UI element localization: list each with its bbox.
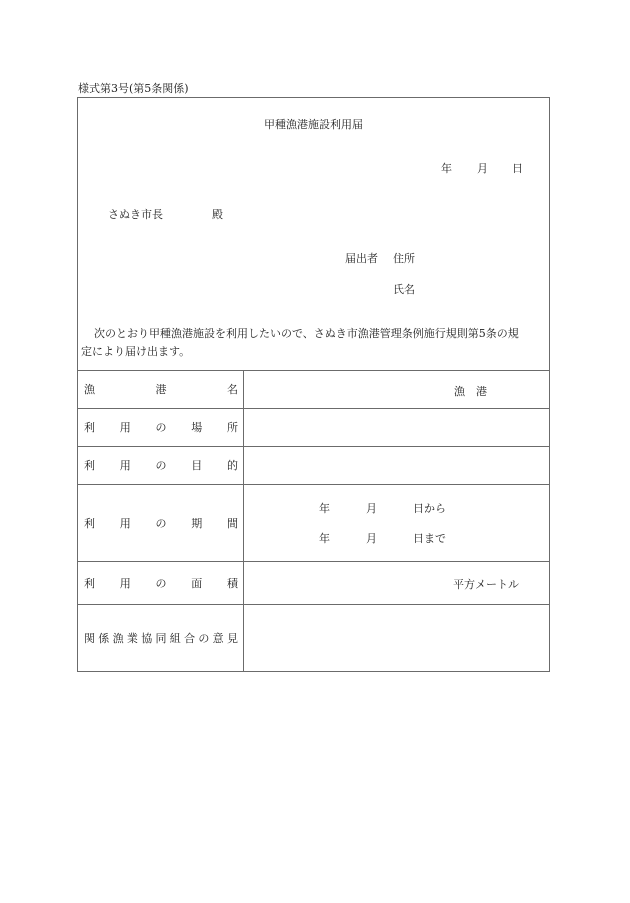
period-to-day: 日まで [413, 532, 446, 545]
label-char: 係 [98, 632, 110, 645]
honorific: 殿 [212, 208, 223, 221]
label-char: の [155, 576, 167, 590]
label-char: 用 [119, 459, 131, 472]
period-to-year: 年 [319, 532, 330, 545]
label-char: 組 [169, 632, 181, 645]
usage-purpose-field[interactable] [246, 448, 548, 482]
area-unit-label: 平方メートル [453, 578, 519, 591]
label-char: 漁 [112, 632, 124, 645]
addressee: さぬき市長 [108, 208, 163, 221]
label-char: 合 [184, 632, 196, 645]
label-char: 同 [155, 632, 167, 645]
date-day-label: 日 [512, 162, 523, 175]
usage-location-field[interactable] [246, 410, 548, 444]
label-char: 名 [227, 383, 238, 396]
label-char: 意 [212, 632, 224, 645]
row-label-usage-location [84, 408, 238, 446]
label-char: 協 [141, 632, 153, 645]
label-char: 利 [84, 459, 95, 472]
body-text-line2: 定により届け出ます。 [81, 345, 191, 358]
label-char: 的 [227, 459, 238, 472]
label-char: 利 [84, 576, 95, 590]
label-char: の [155, 516, 167, 530]
label-char: 期 [191, 516, 203, 530]
form-number-label: 様式第3号(第5条関係) [78, 82, 189, 95]
cooperative-opinion-field[interactable] [246, 606, 548, 670]
label-char: 用 [119, 576, 131, 590]
label-char: 利 [84, 516, 95, 530]
row-label-cooperative-opinion [84, 604, 238, 672]
period-to-month: 月 [366, 532, 377, 545]
row-label-usage-purpose [84, 446, 238, 484]
label-char: 業 [126, 632, 138, 645]
column-divider [243, 370, 244, 672]
label-char: 積 [227, 576, 238, 590]
address-label: 住所 [393, 252, 415, 265]
label-char: 用 [119, 421, 131, 434]
label-char: 利 [84, 421, 95, 434]
label-char: 間 [227, 516, 238, 530]
label-char: 用 [119, 516, 131, 530]
date-month-label: 月 [477, 162, 488, 175]
row-label-port-name [84, 370, 238, 408]
label-char: の [155, 421, 167, 434]
port-name-value[interactable]: 漁 港 [454, 385, 487, 398]
row-label-usage-area [84, 561, 238, 604]
label-char: 所 [227, 421, 238, 434]
label-char: の [198, 632, 210, 645]
body-text-line1: 次のとおり甲種漁港施設を利用したいので、さぬき市漁港管理条例施行規則第5条の規 [94, 327, 519, 340]
period-from-month: 月 [366, 502, 377, 515]
label-char: 関 [84, 632, 95, 645]
period-from-year: 年 [319, 502, 330, 515]
name-label: 氏名 [393, 283, 415, 296]
label-char: 面 [191, 576, 203, 590]
date-year-label: 年 [441, 162, 452, 175]
label-char: 目 [191, 459, 203, 472]
label-char: 場 [191, 421, 203, 434]
label-char: 港 [155, 383, 167, 396]
document-title: 甲種漁港施設利用届 [264, 118, 363, 131]
row-label-usage-period [84, 484, 238, 561]
label-char: の [155, 459, 167, 472]
label-char: 漁 [84, 383, 95, 396]
label-char: 見 [226, 632, 238, 645]
applicant-label: 届出者 [345, 252, 378, 265]
period-from-day: 日から [413, 502, 446, 515]
